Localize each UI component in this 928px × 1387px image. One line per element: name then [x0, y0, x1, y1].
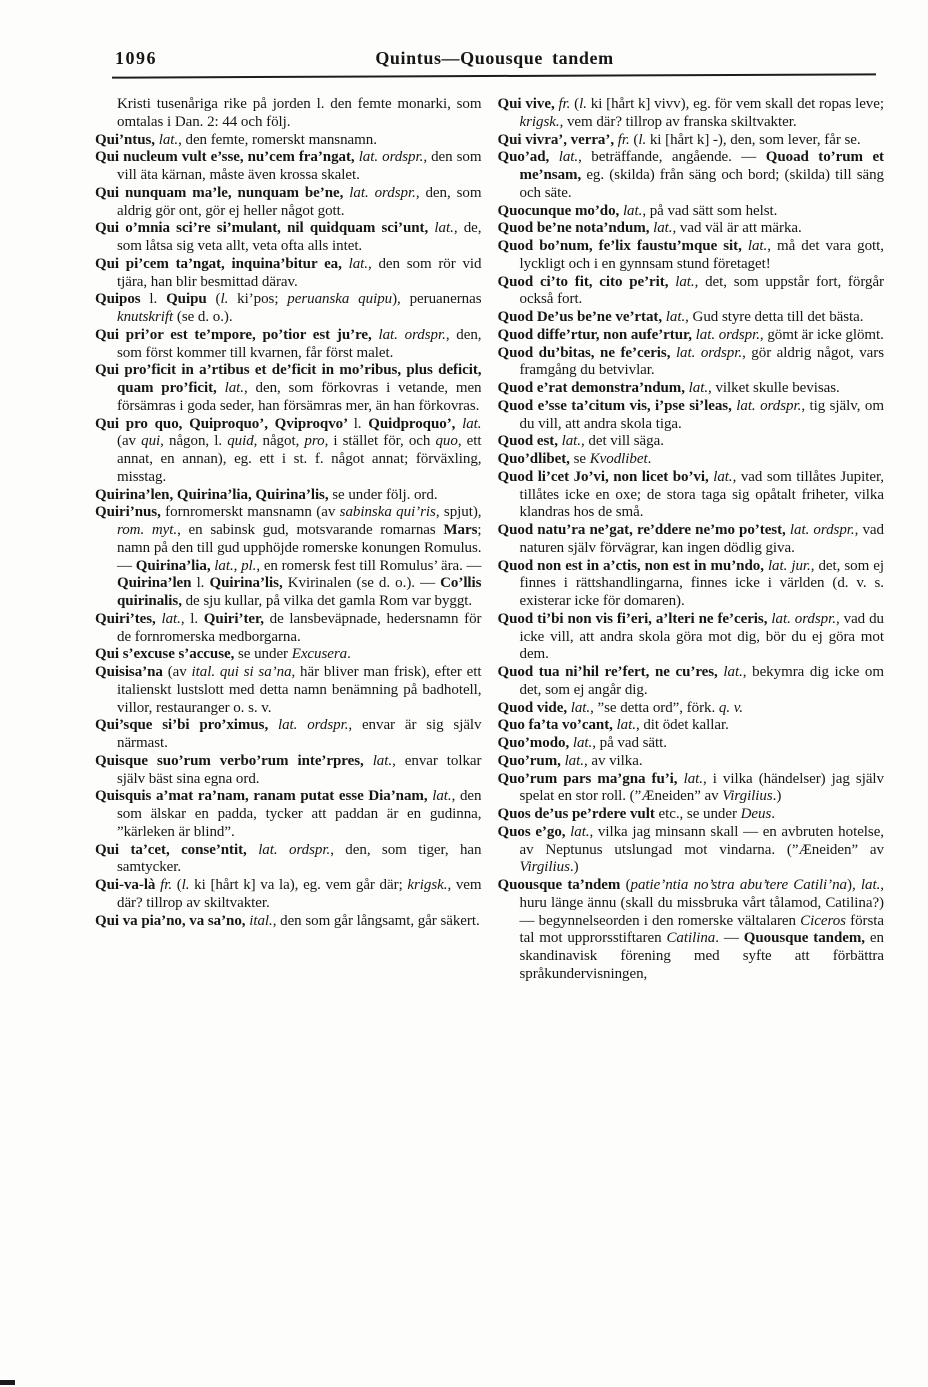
- dictionary-entry: [498, 433, 885, 451]
- entry-text: , ett annat, en annan), eg. ett i st. f. något annat; förväxling, misstag.: [117, 433, 482, 485]
- entry-headword: Quod De’us be’ne ve’rtat,: [497, 309, 666, 325]
- entry-text: quo: [435, 433, 458, 450]
- dictionary-entry: [95, 753, 482, 789]
- entry-text: , vilket skulle bevisas.: [708, 380, 840, 396]
- entry-text: lat.: [224, 380, 244, 396]
- dictionary-entry: [95, 504, 482, 611]
- entry-text: .: [647, 451, 652, 467]
- entry-headword: Quod natu’ra ne’gat, re’ddere ne’mo po’test,: [497, 522, 790, 538]
- entry-headword: Quisquis a’mat ra’nam, ranam putat esse Dia’nam,: [95, 788, 433, 805]
- entry-text: , de, som låtsa sig veta allt, veta ofta alls intet.: [117, 220, 482, 254]
- entry-headword: Qui nunquam ma’le, nunquam be’ne,: [95, 184, 350, 201]
- entry-text: , en sabinsk gud, motsvarande romarnas: [177, 522, 444, 538]
- dictionary-entry: [95, 842, 482, 878]
- entry-text: eg. (skilda) från säng och bord; (skilda) till säng och säte.: [519, 167, 884, 201]
- entry-text: , tig själv, om du vill, att andra skola tiga.: [519, 397, 884, 432]
- entry-text: , det, som ej finnes i rättshandlingarna, finnes icke i världen (d. v. s. existerar icke för domaren).: [519, 557, 884, 609]
- entry-headword: Quousque tandem,: [743, 930, 870, 947]
- dictionary-entry: [498, 735, 885, 753]
- dictionary-entry: [498, 558, 885, 611]
- entry-text: Deus: [740, 806, 772, 822]
- entry-text: , den, som aldrig gör ont, gör ej heller något gott.: [117, 184, 482, 219]
- entry-text: , här bliver man frisk), efter ett italienskt lustslott med detta namn benämning på badhotell, villor, restauranger o. s. v.: [117, 664, 482, 716]
- dictionary-entry: [95, 416, 482, 487]
- dictionary-entry: [498, 309, 885, 327]
- entry-text: lat. ordspr.: [258, 841, 331, 858]
- entry-text: Catilina: [666, 930, 716, 947]
- entry-text: pro: [304, 433, 325, 450]
- entry-text: lat.: [665, 309, 686, 325]
- dictionary-entry: [95, 611, 482, 647]
- entry-text: lat.: [683, 770, 703, 787]
- entry-text: ), peruanernas: [392, 291, 482, 308]
- entry-text: , det, som uppstår fort, förgår också fort.: [519, 273, 884, 308]
- entry-text: , den femte, romerskt mansnamn.: [178, 131, 377, 148]
- entry-text: lat.: [713, 468, 733, 485]
- entry-text: lat.: [723, 664, 743, 680]
- dictionary-entry: [498, 824, 885, 877]
- entry-text: krigsk.: [519, 113, 560, 130]
- dictionary-entry: [498, 220, 885, 238]
- entry-text: , må det vara gott, lyckligt och i en gynnsam stund företaget!: [519, 238, 884, 272]
- entry-text: lat.: [572, 735, 593, 751]
- entry-text: (se d. o.).: [173, 309, 233, 325]
- dictionary-entry: [95, 327, 482, 363]
- dictionary-entry: [498, 700, 885, 718]
- entry-text: fr.: [617, 131, 630, 148]
- entry-text: l.: [181, 877, 190, 893]
- entry-headword: Quiri’nus,: [95, 504, 166, 521]
- entry-text: , bekymra dig icke om det, som ej angår dig.: [519, 664, 885, 698]
- entry-text: , på vad sätt som helst.: [642, 202, 778, 219]
- entry-headword: Quo’rum pars ma’gna fu’i,: [497, 770, 684, 787]
- dictionary-entry: [95, 487, 482, 505]
- entry-text: Kvirinalen (se d. o.). —: [287, 575, 441, 592]
- entry-text: fornromerskt mansnamn (av: [165, 504, 340, 521]
- entry-headword: Quirina’len: [117, 575, 197, 592]
- entry-text: fr.: [558, 96, 571, 112]
- entry-text: , den, som tiger, han samtycker.: [117, 841, 482, 876]
- entry-text: , gör aldrig något, vars framgång du betvivlar.: [519, 344, 884, 379]
- entry-headword: Qui pro’ficit in a’rtibus et de’ficit in mo’ribus, plus deficit, quam pro’ficit,: [95, 362, 482, 396]
- dictionary-entry: [95, 664, 482, 717]
- dictionary-entry: [95, 913, 482, 931]
- entry-text: , den som älskar en padda, tycker att paddan är en gudinna, ”kärleken är blind”.: [117, 788, 482, 840]
- entry-text: peruanska quipu: [287, 291, 393, 308]
- entry-text: quid: [227, 433, 254, 450]
- entry-headword: Quod be’ne nota’ndum,: [497, 220, 654, 237]
- entry-headword: Quipos: [95, 291, 150, 308]
- entry-continuation: [95, 96, 482, 132]
- entry-text: lat. ordspr.: [695, 326, 760, 343]
- entry-text: , spjut),: [435, 504, 482, 521]
- entry-text: en skandinavisk förening med syfte att förbättra språkundervisningen,: [519, 930, 884, 982]
- dictionary-entry: [95, 717, 482, 753]
- entry-headword: Quos e’go,: [497, 823, 571, 840]
- entry-headword: Quod tua ni’hil re’fert, ne cu’res,: [497, 664, 724, 680]
- entry-text: , l.: [180, 610, 204, 627]
- entry-text: patie’ntia no’stra abu’tere Catili’na: [630, 877, 848, 893]
- entry-text: ; namn på den till gud upphöjde romerske konungen Romulus. —: [117, 522, 482, 574]
- entry-text: l.: [196, 575, 210, 592]
- entry-headword: Qui-va-là: [95, 877, 161, 893]
- entry-headword: Quod li’cet Jo’vi, non licet bo’vi,: [497, 468, 714, 485]
- entry-text: , i stället för, och: [324, 433, 436, 450]
- entry-headword: Mars: [443, 522, 478, 538]
- entry-text: , den som rör vid tjära, han blir besmittad därav.: [117, 255, 482, 290]
- dictionary-entry: [498, 274, 885, 310]
- dictionary-entry: [498, 451, 885, 469]
- dictionary-entry: [498, 96, 885, 132]
- dictionary-entry: [498, 380, 885, 398]
- dictionary-entry: [95, 220, 482, 256]
- entry-text: , den, som förkovras i vetande, men försämras i goda seder, han försämras mer, än han förkovras.: [117, 380, 482, 414]
- entry-headword: Qui vivra’, verra’,: [497, 131, 618, 148]
- entry-text: ki’pos;: [228, 291, 288, 308]
- entry-headword: Qui pri’or est te’mpore, po’tior est ju’re,: [95, 326, 379, 343]
- dictionary-entry: [95, 132, 482, 150]
- entry-text: lat.: [558, 149, 579, 166]
- dictionary-entry: [95, 185, 482, 221]
- entry-headword: Quiri’ter,: [203, 610, 270, 627]
- entry-text: Kristi tusenåriga rike på jorden l. den femte monarki, som omtalas i Dan. 2: 44 och följ.: [117, 96, 482, 130]
- entry-text: , en romersk fest till Romulus’ ära. —: [256, 557, 482, 574]
- entry-text: lat.: [570, 699, 591, 716]
- entry-text: , envar tolkar själv bäst sina egna ord.: [117, 752, 482, 787]
- entry-text: lat. ordspr.: [771, 610, 836, 627]
- entry-text: lat.: [688, 380, 709, 396]
- entry-text: (: [570, 96, 580, 112]
- dictionary-entry: [498, 806, 885, 824]
- entry-text: , på vad sätt.: [592, 735, 667, 751]
- entry-text: , dit ödet kallar.: [635, 717, 729, 734]
- entry-headword: Quod du’bitas, ne fe’ceris,: [497, 344, 676, 361]
- dictionary-entry: [498, 522, 885, 558]
- entry-text: lat. jur.: [767, 557, 811, 574]
- entry-headword: Quod est,: [497, 433, 562, 450]
- entry-text: se: [573, 451, 590, 467]
- entry-text: lat. ordspr.: [358, 149, 424, 166]
- entry-headword: Quo’rum,: [497, 752, 565, 769]
- entry-text: etc., se under: [658, 806, 741, 822]
- entry-text: .: [771, 806, 775, 822]
- entry-text: lat.: [434, 220, 454, 237]
- entry-text: lat.: [432, 788, 452, 805]
- entry-headword: Quo’ad,: [497, 149, 559, 166]
- entry-headword: Quod bo’num, fe’lix faustu’mque sit,: [497, 238, 748, 254]
- entry-headword: Quiri’tes,: [95, 610, 162, 627]
- entry-text: fr.: [160, 877, 173, 893]
- entry-headword: Quo fa’ta vo’cant,: [497, 717, 617, 734]
- entry-headword: Quisque suo’rum verbo’rum inte’rpres,: [95, 752, 373, 769]
- entry-text: lat., pl.: [214, 557, 257, 574]
- entry-text: , av vilka.: [583, 752, 643, 769]
- entry-text: .): [772, 788, 782, 805]
- entry-text: , vad väl är att märka.: [672, 220, 802, 237]
- entry-text: se under följ. ord.: [332, 486, 438, 503]
- dictionary-entry: [498, 664, 885, 700]
- entry-text: Kvodlibet: [589, 451, 648, 467]
- entry-text: , huru länge ännu (skall du missbruka vårt tålamod, Catilina?) — begynnelseorden i den romerske vältalaren: [519, 877, 884, 929]
- entry-text: l.: [353, 415, 369, 432]
- entry-text: ki [hårt k] va la), eg. vem går där;: [189, 877, 408, 893]
- dictionary-entry: [498, 132, 885, 150]
- entry-text: lat.: [653, 220, 673, 237]
- entry-headword: Quirina’lia,: [135, 557, 215, 574]
- entry-text: Virgilius: [519, 859, 570, 876]
- column-left: [95, 96, 482, 984]
- entry-text: , gömt är icke glömt.: [759, 326, 884, 343]
- entry-text: lat.: [348, 255, 368, 272]
- entry-headword: Quos de’us pe’rdere vult: [497, 806, 659, 822]
- dictionary-entry: [498, 611, 885, 664]
- dictionary-entry: [95, 291, 482, 327]
- dictionary-entry: [498, 717, 885, 735]
- entry-text: rom. myt.: [117, 522, 178, 538]
- entry-text: de lansbeväpnade, hedersnamn för de fornromerska medborgarna.: [117, 610, 482, 645]
- entry-text: , det vill säga.: [580, 433, 664, 450]
- dictionary-entry: [95, 362, 482, 415]
- entry-text: se under: [238, 646, 292, 663]
- entry-text: Excusera: [291, 646, 348, 663]
- entry-text: ki [hårt k] vivv), eg. för vem skall det ropas leve;: [586, 96, 884, 112]
- dictionary-entry: [498, 469, 885, 522]
- entry-headword: Co’llis quirinalis,: [117, 575, 482, 609]
- entry-headword: Quod non est in a’ctis, non est in mu’ndo,: [497, 557, 768, 574]
- entry-text: (: [172, 877, 182, 893]
- entry-text: lat.: [675, 273, 695, 290]
- entry-headword: Qui’ntus,: [95, 131, 159, 148]
- entry-text: lat. ordspr.: [675, 344, 743, 361]
- entry-text: l.: [638, 131, 647, 148]
- entry-text: lat. ordspr.: [277, 717, 349, 734]
- dictionary-entry: [498, 345, 885, 381]
- entry-text: (av: [117, 433, 142, 450]
- entry-text: , envar är sig själv närmast.: [117, 717, 482, 751]
- ink-smudge: [0, 1380, 15, 1385]
- entry-text: lat.: [860, 877, 881, 893]
- entry-text: l.: [149, 291, 167, 308]
- entry-text: sabinska qui’ris: [339, 504, 436, 521]
- dictionary-entry: [95, 788, 482, 841]
- entry-text: l.: [220, 291, 229, 308]
- entry-headword: Quousque ta’ndem: [497, 877, 626, 893]
- entry-headword: Quipu: [166, 291, 216, 308]
- entry-text: Ciceros: [800, 912, 846, 929]
- entry-headword: Quod vide,: [497, 699, 571, 716]
- entry-text: , Gud styre detta till det bästa.: [685, 309, 864, 325]
- entry-headword: Quisisa’na: [95, 664, 168, 680]
- entry-headword: Qui s’excuse s’accuse,: [95, 646, 238, 663]
- entry-text: , något,: [253, 433, 305, 450]
- entry-text: knutskrift: [117, 309, 174, 325]
- entry-text: q. v.: [718, 699, 743, 716]
- text-columns: [95, 96, 884, 984]
- entry-text: , den som går långsamt, går säkert.: [272, 912, 480, 929]
- dictionary-entry: [95, 646, 482, 664]
- dictionary-entry: [95, 877, 482, 913]
- entry-text: , vem där? tillrop av skiltvakter.: [117, 877, 482, 911]
- entry-text: , i vilka (händelser) jag själv spelat en stor roll. (”Æneiden” av: [519, 770, 885, 805]
- entry-text: lat.: [161, 610, 181, 627]
- entry-text: lat.: [372, 752, 393, 769]
- dictionary-entry: [498, 398, 885, 434]
- dictionary-entry: [498, 203, 885, 221]
- header-rule: [112, 73, 876, 79]
- entry-text: (: [625, 877, 631, 893]
- entry-text: lat.: [158, 131, 179, 148]
- entry-text: ital. qui si sa’na: [191, 664, 292, 680]
- entry-text: , ”se detta ord”, förk.: [590, 699, 719, 716]
- entry-text: , vad du icke vill, att andra skola göra mot dig, bör du ej göra mot dem.: [519, 610, 885, 663]
- entry-text: Virgilius: [722, 788, 773, 805]
- entry-headword: Quod e’rat demonstra’ndum,: [497, 380, 689, 396]
- entry-text: ki [hårt k] -), den, som lever, får se.: [646, 131, 861, 148]
- dictionary-entry: [498, 877, 885, 984]
- entry-text: (av: [167, 664, 192, 680]
- entry-text: lat.: [561, 433, 581, 450]
- entry-text: qui: [141, 433, 161, 450]
- entry-text: lat.: [462, 415, 482, 432]
- entry-text: , vad som tillåtes Jupiter, tillåtes icke en oxe; de stora taga sig opåtalt friheter, vilka klandras hos de små.: [519, 468, 884, 521]
- entry-headword: Quod diffe’rtur, non aufe’rtur,: [497, 326, 696, 343]
- dictionary-entry: [498, 238, 885, 274]
- page-number: 1096: [115, 48, 157, 68]
- entry-text: , den, som först kommer till kvarnen, får först malet.: [117, 326, 482, 361]
- dictionary-entry: [498, 327, 885, 345]
- entry-headword: Quirina’len, Quirina’lia, Quirina’lis,: [95, 486, 333, 503]
- entry-text: , någon, l.: [160, 433, 228, 450]
- entry-headword: Qui va pia’no, va sa’no,: [95, 912, 250, 929]
- entry-text: första tal mot upprorsstiftaren: [519, 912, 884, 947]
- entry-text: , vem där? tillrop av franska skiltvakter.: [559, 113, 797, 130]
- dictionary-entry: [95, 256, 482, 292]
- entry-text: lat.: [570, 823, 590, 840]
- entry-text: , vad naturen själv förvägrar, kan ingen dödlig giva.: [519, 522, 884, 556]
- entry-text: lat.: [616, 717, 636, 734]
- entry-headword: Quo’modo,: [497, 735, 573, 751]
- entry-headword: Qui pro quo, Quiproquo’, Qviproqvo’: [95, 415, 354, 432]
- dictionary-entry: [498, 149, 885, 202]
- entry-headword: Quo’dlibet,: [497, 451, 574, 467]
- entry-text: , den som vill äta kärnan, måste även krossa skalet.: [117, 149, 482, 183]
- running-head: Quintus—Quousque tandem: [375, 48, 614, 68]
- entry-headword: Quidproquo’,: [368, 415, 463, 432]
- entry-headword: Qui pi’cem ta’ngat, inquina’bitur ea,: [95, 255, 349, 272]
- entry-text: lat.: [564, 752, 584, 769]
- entry-text: (: [215, 291, 221, 308]
- entry-text: lat. ordspr.: [378, 326, 446, 343]
- entry-text: . —: [715, 930, 744, 947]
- entry-text: lat. ordspr.: [349, 184, 416, 201]
- entry-text: ),: [847, 877, 861, 893]
- dictionary-entry: [498, 771, 885, 807]
- entry-headword: Quoad to’rum et me’nsam,: [519, 149, 884, 183]
- entry-text: lat.: [622, 202, 643, 219]
- entry-text: , vilka jag minsann skall — en avbruten hotelse, av Neptunus utslungad mot vindarna. (”Æneiden” av: [519, 823, 885, 858]
- column-right: [498, 96, 885, 984]
- entry-text: lat. ordspr.: [736, 397, 802, 414]
- entry-headword: Qui vive,: [497, 96, 559, 112]
- entry-text: , beträffande, angående. —: [578, 149, 766, 166]
- entry-text: lat. ordspr.: [789, 522, 855, 538]
- entry-text: (: [629, 131, 639, 148]
- entry-headword: Quocunque mo’do,: [497, 202, 623, 219]
- entry-text: lat.: [747, 238, 768, 254]
- entry-headword: Qui’sque si’bi pro’ximus,: [95, 717, 278, 734]
- entry-headword: Quod ci’to fit, cito pe’rit,: [497, 273, 676, 290]
- entry-text: de sju kullar, på vilka det gamla Rom var byggt.: [185, 593, 473, 609]
- entry-headword: Quirina’lis,: [209, 575, 288, 592]
- entry-headword: Quod e’sse ta’citum vis, i’pse si’leas,: [497, 397, 737, 414]
- entry-headword: Qui o’mnia sci’re si’mulant, nil quidquam sci’unt,: [95, 220, 435, 237]
- entry-text: ital.: [249, 912, 273, 929]
- dictionary-entry: [498, 753, 885, 771]
- entry-headword: Quod ti’bi non vis fi’eri, a’lteri ne fe’ceris,: [497, 610, 772, 627]
- entry-text: .: [347, 646, 351, 663]
- dictionary-entry: [95, 149, 482, 185]
- entry-headword: Qui nucleum vult e’sse, nu’cem fra’ngat,: [95, 149, 359, 166]
- entry-headword: Qui ta’cet, conse’ntit,: [95, 841, 259, 858]
- entry-text: l.: [579, 96, 587, 112]
- entry-text: krigsk.: [407, 877, 448, 893]
- entry-text: .): [569, 859, 579, 876]
